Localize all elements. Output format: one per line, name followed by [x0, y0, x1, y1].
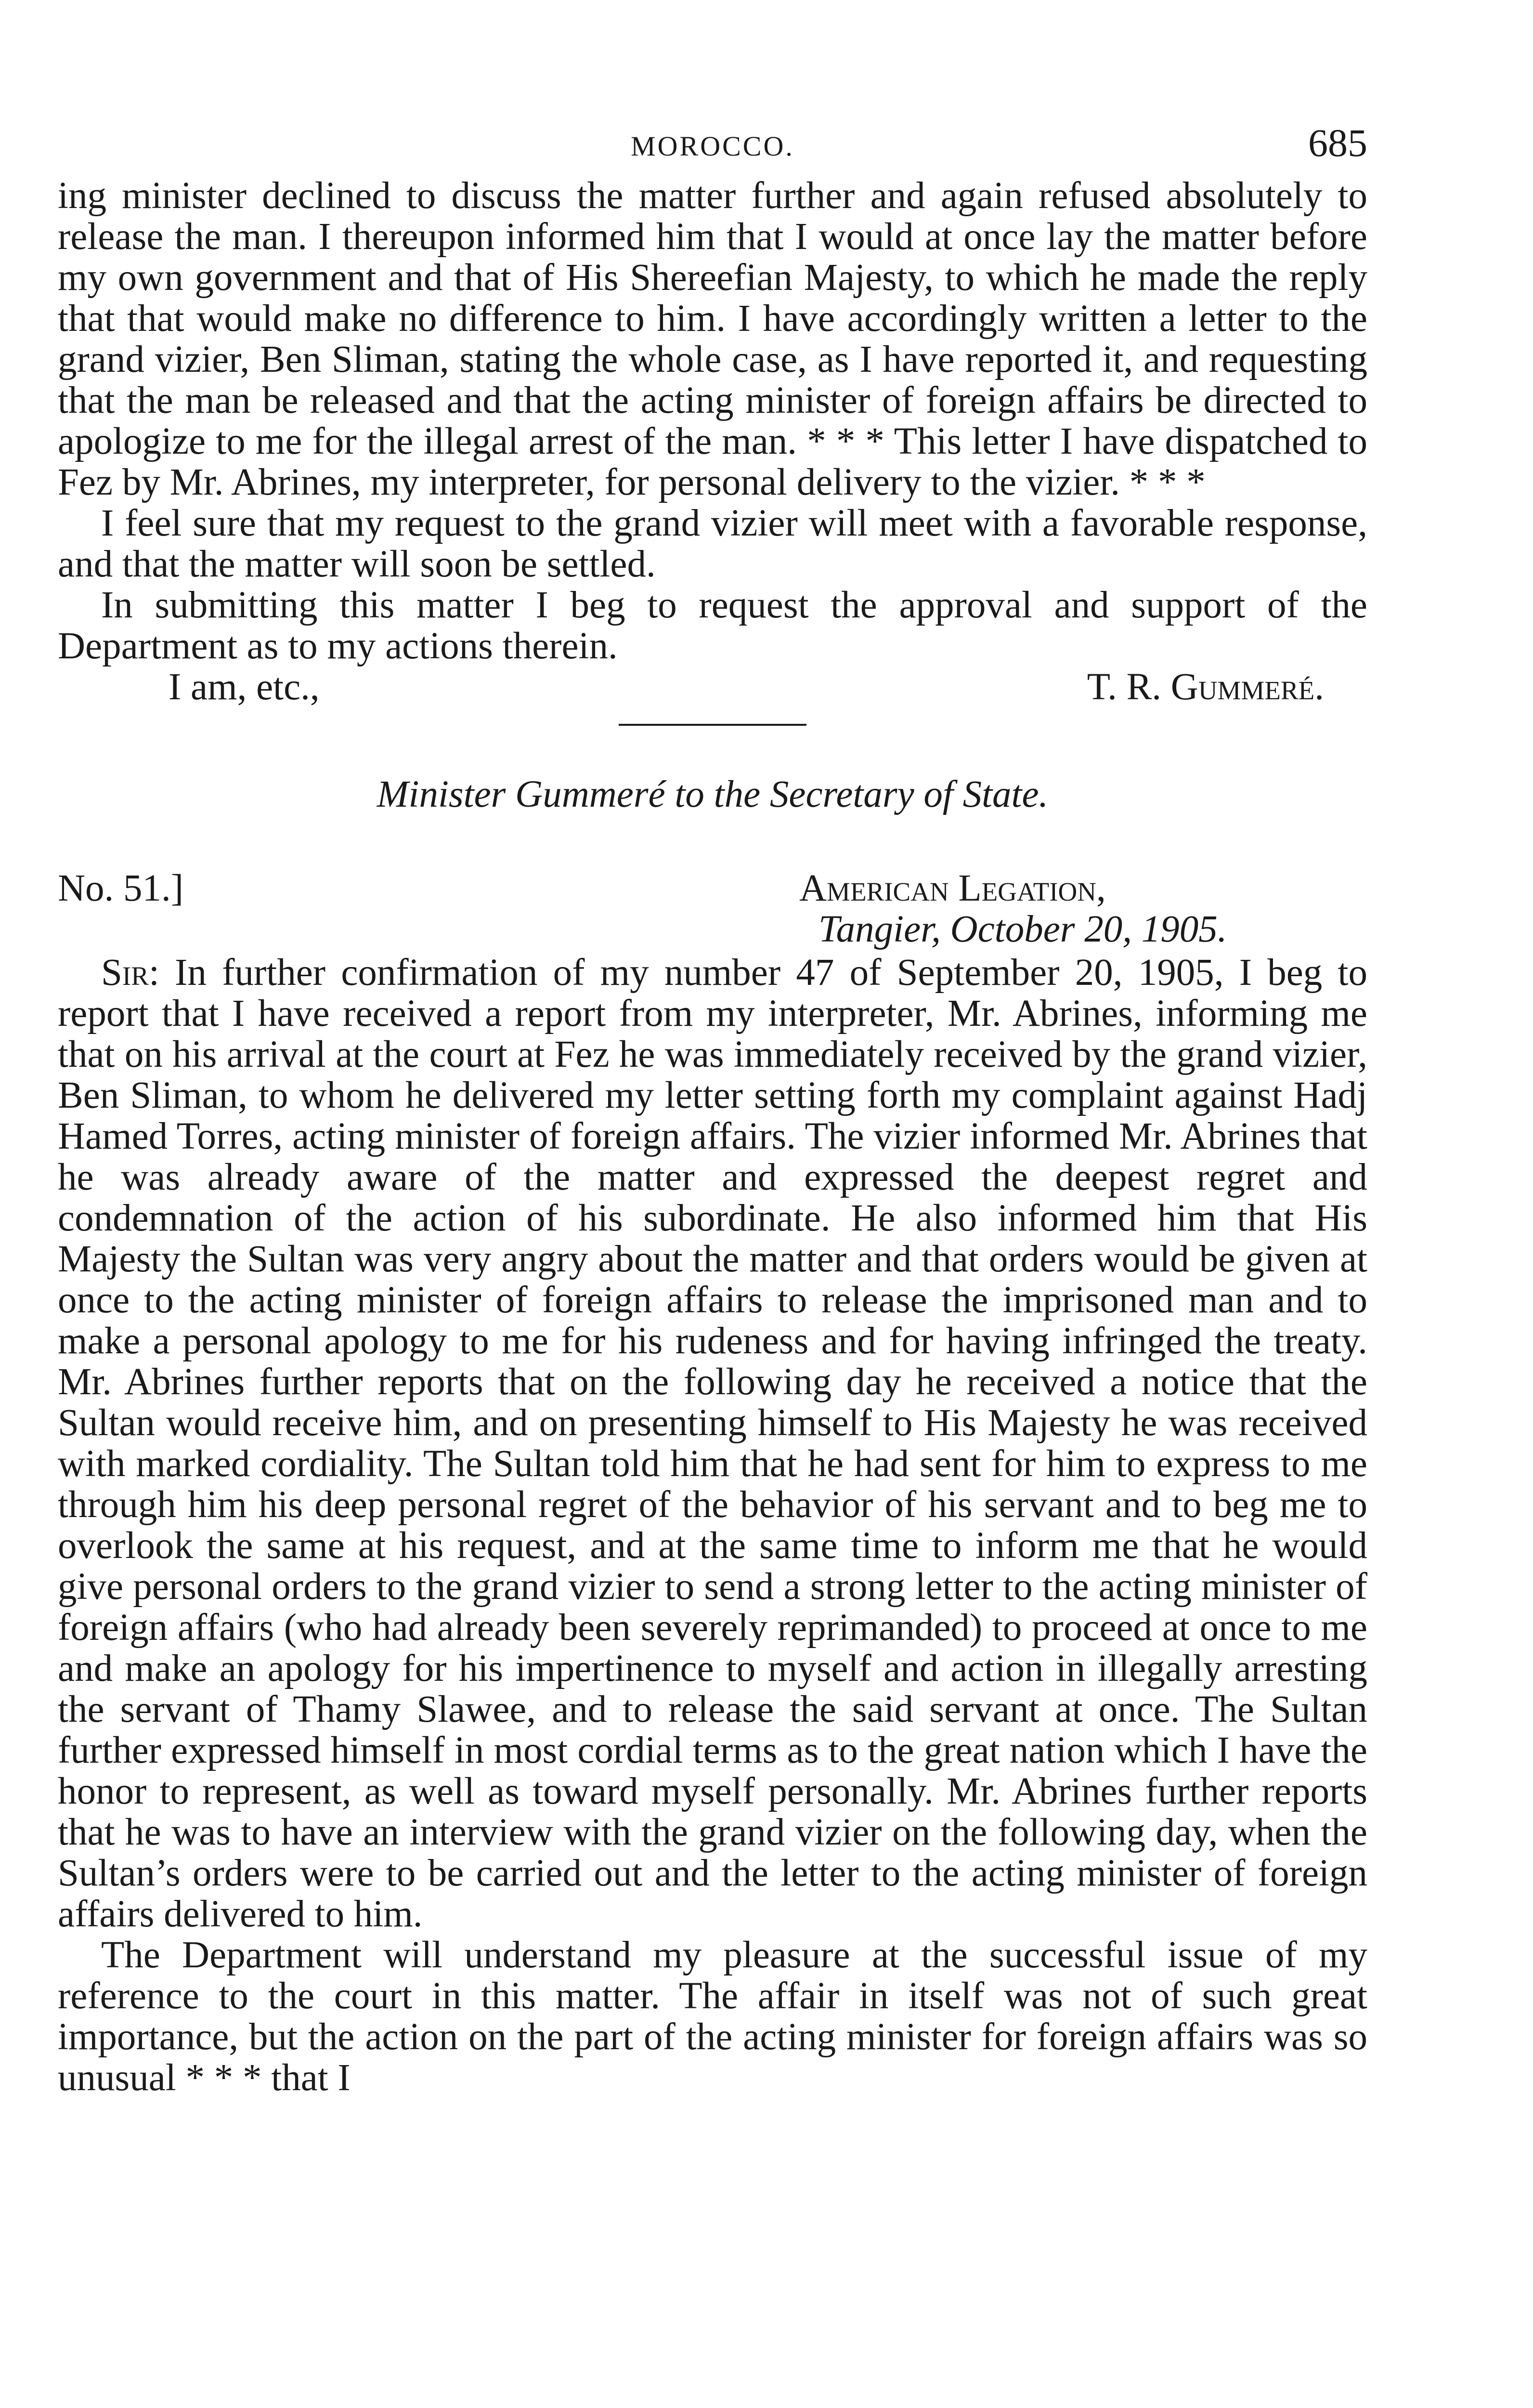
- approval-request-paragraph: In submitting this matter I beg to request the approval and support of the Department as to my actions therein.: [58, 584, 1367, 667]
- legation-name: American Legation,: [799, 867, 1106, 909]
- salutation: Sir: [101, 952, 149, 994]
- letter-head: [58, 868, 1367, 952]
- document-page: [58, 116, 1367, 2098]
- section-divider: [619, 724, 806, 726]
- letter-heading: Minister Gummeré to the Secretary of State.: [377, 773, 1049, 815]
- letter-body-text: : In further confirmation of my number 47 of September 20, 1905, I beg to report that I have received a report from my interpreter, Mr. Abrines, informing me that on his arrival at the court at Fez he was immediately received by the grand vizier, Ben Sliman, to whom he delivered my letter setting forth my complaint against Hadj Hamed Torres, acting minister of foreign affairs. The vizier informed Mr. Abrines that he was already aware of the matter and expressed the deepest regret and condemnation of the action of his subordinate. He also informed him that His Majesty the Sultan was very angry about the matter and that orders would be given at once to the acting minister of foreign affairs to release the imprisoned man and to make a personal apology to me for his rudeness and for having infringed the treaty. Mr. Abrines further reports that on the following day he received a notice that the Sultan would receive him, and on presenting himself to His Majesty he was received with marked cordiality. The Sultan told him that he had sent for him to express to me through him his deep personal regret of the behavior of his servant and to beg me to overlook the same at his request, and at the same time to inform me that he would give personal orders to the grand vizier to send a strong letter to the acting minister of foreign affairs (who had already been severely reprimanded) to proceed at once to me and make an apology for his impertinence to myself and action in illegally arresting the servant of Thamy Slawee, and to release the said servant at once. The Sultan further expressed himself in most cordial terms as to the great nation which I have the honor to represent, as well as toward myself personally. Mr. Abrines further reports that he was to have an interview with the grand vizier on the following day, when the Sultan’s orders were to be carried out and the letter to the acting minister of foreign affairs delivered to him.: [58, 952, 1367, 1935]
- running-header: [58, 116, 1367, 164]
- department-paragraph: The Department will understand my pleasure at the successful issue of my reference to the court in this matter. The affair in itself was not of such great importance, but the action on the part of the acting minister for foreign affairs was so unusual * * * that I: [58, 1934, 1367, 2099]
- page-number: 685: [1308, 121, 1367, 165]
- dateline: Tangier, October 20, 1905.: [818, 908, 1227, 950]
- document-number: No. 51.]: [58, 867, 184, 909]
- continued-paragraph: ing minister declined to discuss the matter further and again refused absolutely to release the man. I thereupon informed him that I would at once lay the matter before my own government and that of His Shereefian Majesty, to which he made the reply that that would make no difference to him. I have accordingly written a letter to the grand vizier, Ben Sliman, stating the whole case, as I have reported it, and requesting that the man be released and that the acting minister of foreign affairs be directed to apologize to me for the illegal arrest of the man. * * * This letter I have dispatched to Fez by Mr. Abrines, my interpreter, for personal delivery to the vizier. * * *: [58, 175, 1367, 503]
- letter-body-paragraph: [58, 952, 1367, 1935]
- favorable-response-paragraph: I feel sure that my request to the grand vizier will meet with a favorable response, and that the matter will soon be settled.: [58, 502, 1367, 585]
- running-title: MOROCCO.: [631, 131, 794, 162]
- closing-row: [58, 667, 1367, 707]
- signature: T. R. Gummeré.: [1087, 666, 1324, 708]
- closing-formula: I am, etc.,: [169, 666, 320, 708]
